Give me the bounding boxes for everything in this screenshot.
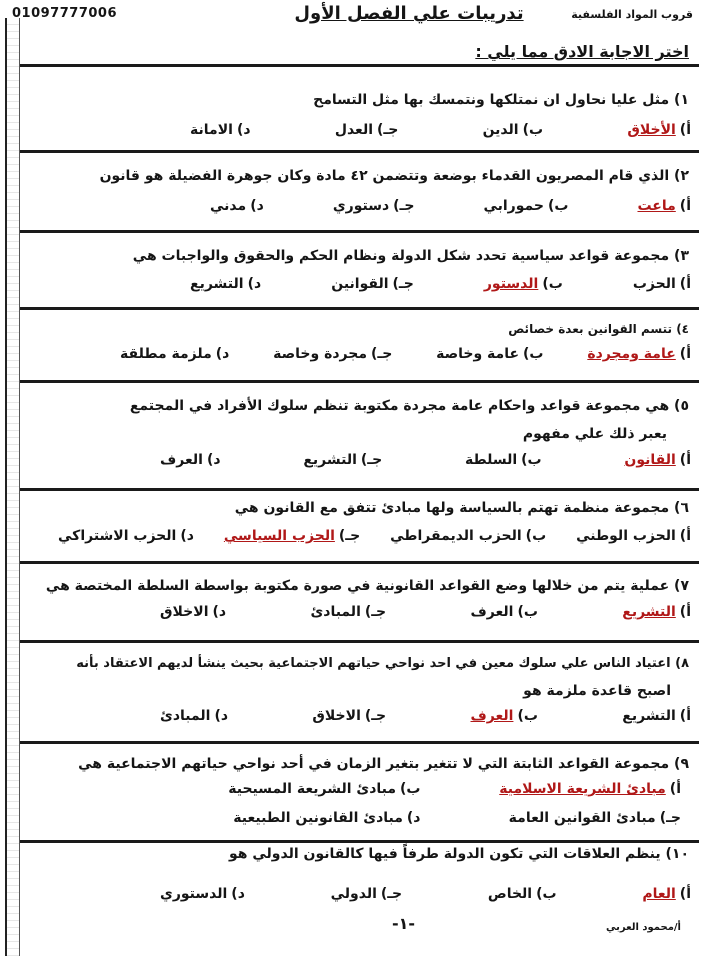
- question-3: ٣) مجموعة قواعد سياسية تحدد شكل الدولة ونظام الحكم والحقوق والواجبات هي: [132, 248, 689, 264]
- divider: [20, 640, 699, 643]
- question-10-options: [160, 886, 691, 902]
- option-c[interactable]: جـ)القوانين: [331, 276, 414, 292]
- question-8-options: [160, 708, 691, 724]
- option-c[interactable]: جـ)العدل: [334, 122, 399, 138]
- divider: [20, 307, 699, 310]
- option-a[interactable]: أ)التشريع: [622, 604, 691, 620]
- option-d[interactable]: د)مبادئ القانونين الطبيعية: [233, 810, 421, 826]
- option-a[interactable]: أ)الأخلاق: [627, 122, 691, 138]
- option-b[interactable]: ب)العرف: [470, 708, 538, 724]
- question-7: ٧) عملية يتم من خلالها وضع القواعد القانونية في صورة مكتوبة بواسطة السلطة المختصة هي: [45, 578, 689, 594]
- option-b[interactable]: ب)الدستور: [483, 276, 563, 292]
- question-2-options: [210, 198, 691, 214]
- divider: [20, 230, 699, 233]
- notebook-binding-strip: [5, 18, 20, 956]
- group-name: قروب المواد الفلسفية: [571, 8, 693, 21]
- option-c[interactable]: جـ)الاخلاق: [312, 708, 387, 724]
- option-c[interactable]: جـ)مبادئ القوانين العامة: [508, 810, 681, 826]
- question-7-options: [160, 604, 691, 620]
- question-5: ٥) هي مجموعة قواعد واحكام عامة مجردة مكتوبة تنظم سلوك الأفراد في المجتمع: [129, 398, 689, 414]
- option-b[interactable]: ب)عامة وخاصة: [436, 346, 544, 362]
- option-c[interactable]: جـ)الدولي: [330, 886, 403, 902]
- question-4: ٤) تتسم القوانين بعدة خصائص: [508, 322, 689, 336]
- option-a[interactable]: أ)العام: [642, 886, 691, 902]
- question-5-options: [160, 452, 691, 468]
- option-b[interactable]: ب)الخاص: [487, 886, 557, 902]
- option-d[interactable]: د)التشريع: [190, 276, 262, 292]
- option-a[interactable]: أ)القانون: [624, 452, 691, 468]
- option-a[interactable]: أ)التشريع: [622, 708, 691, 724]
- option-c[interactable]: جـ)المبادئ: [310, 604, 387, 620]
- option-c[interactable]: جـ)مجردة وخاصة: [273, 346, 393, 362]
- option-d[interactable]: د)ملزمة مطلقة: [120, 346, 230, 362]
- question-3-options: [190, 276, 691, 292]
- option-b[interactable]: ب)مبادئ الشريعة المسيحية: [228, 781, 421, 797]
- option-b[interactable]: ب)السلطة: [464, 452, 542, 468]
- option-d[interactable]: د)الامانة: [190, 122, 251, 138]
- question-10: ١٠) ينظم العلاقات التي تكون الدولة طرفاً فيها كالقانون الدولي هو: [229, 846, 689, 862]
- question-1-options: [190, 122, 691, 138]
- option-c[interactable]: جـ)التشريع: [303, 452, 383, 468]
- option-d[interactable]: د)الاخلاق: [160, 604, 227, 620]
- option-b[interactable]: ب)الحزب الديمقراطي: [390, 528, 547, 544]
- divider: [20, 488, 699, 491]
- divider: [20, 380, 699, 383]
- divider: [20, 741, 699, 744]
- question-9-options: [160, 781, 681, 833]
- divider: [20, 561, 699, 564]
- option-d[interactable]: د)الحزب الاشتراكي: [58, 528, 194, 544]
- divider: [20, 64, 699, 67]
- question-6: ٦) مجموعة منظمة تهتم بالسياسة ولها مبادئ تتفق مع القانون هي: [234, 500, 689, 516]
- option-c[interactable]: جـ)الحزب السياسي: [223, 528, 361, 544]
- question-5-line-2: يعبر ذلك علي مفهوم: [522, 426, 667, 442]
- instruction-text: اختر الاجابة الادق مما يلي :: [475, 42, 689, 61]
- option-b[interactable]: ب)العرف: [470, 604, 538, 620]
- question-6-options: [58, 528, 691, 544]
- page-number: -١-: [392, 914, 416, 933]
- question-9: ٩) مجموعة القواعد الثابتة التي لا تتغير بتغير الزمان في أحد نواحي حياتهم الاجتماعية هي: [78, 756, 689, 772]
- option-a[interactable]: أ)الحزب: [632, 276, 691, 292]
- option-a[interactable]: أ)الحزب الوطني: [576, 528, 691, 544]
- option-d[interactable]: د)مدني: [210, 198, 264, 214]
- author-name: أ/محمود العربي: [606, 922, 681, 933]
- option-a[interactable]: أ)عامة ومجردة: [587, 346, 691, 362]
- divider: [20, 840, 699, 843]
- option-b[interactable]: ب)الدين: [482, 122, 544, 138]
- question-8-line-2: اصبح قاعدة ملزمة هو: [523, 683, 671, 699]
- option-d[interactable]: د)العرف: [160, 452, 221, 468]
- question-8: ٨) اعتياد الناس علي سلوك معين في احد نواحي حياتهم الاجتماعية بحيث ينشأ لديهم الاعتقاد بأنه: [76, 656, 689, 671]
- phone-number: 01097777006: [12, 6, 117, 21]
- option-d[interactable]: د)الدستوري: [160, 886, 245, 902]
- divider: [20, 150, 699, 153]
- option-c[interactable]: جـ)دستوري: [332, 198, 415, 214]
- option-b[interactable]: ب)حمورابي: [483, 198, 569, 214]
- question-1: ١) مثل عليا نحاول ان نمتلكها ونتمسك بها مثل التسامح: [313, 92, 689, 108]
- option-a[interactable]: أ)مبادئ الشريعة الاسلامية: [499, 781, 681, 797]
- question-2: ٢) الذي قام المصريون القدماء بوضعة وتتضمن ٤٢ مادة وكان جوهرة الفضيلة هو قانون: [99, 168, 689, 184]
- question-4-options: [120, 346, 691, 362]
- option-d[interactable]: د)المبادئ: [160, 708, 229, 724]
- option-a[interactable]: أ)ماعت: [637, 198, 691, 214]
- page-title: تدريبات علي الفصل الأول: [294, 3, 524, 24]
